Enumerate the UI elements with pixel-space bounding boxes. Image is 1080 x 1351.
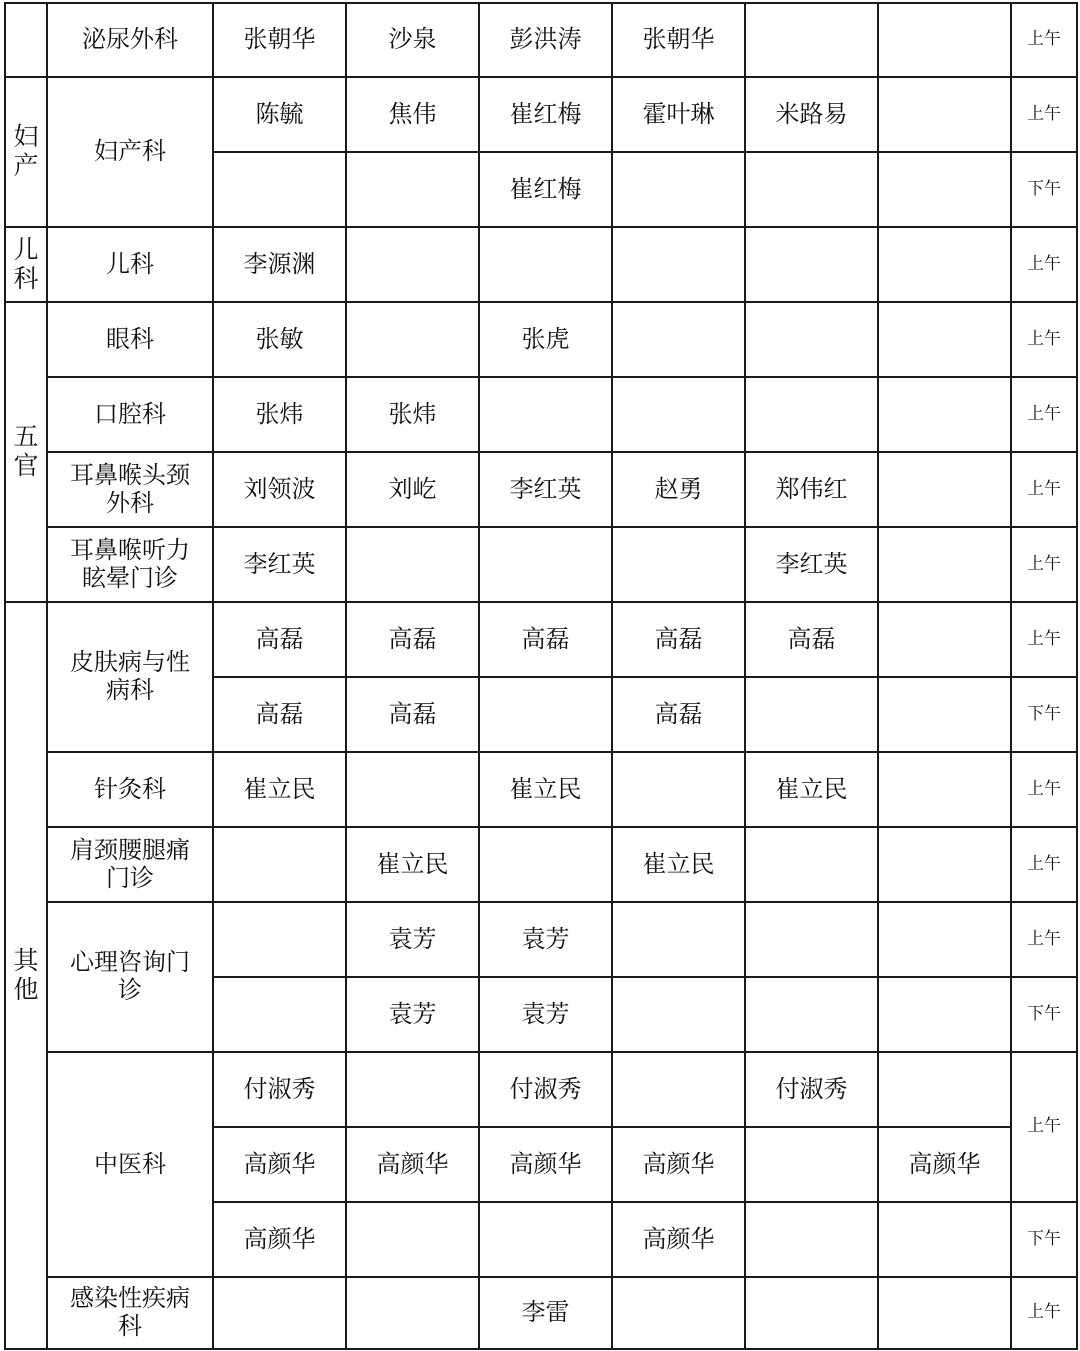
doctor-cell: 高磊 [346, 677, 479, 752]
doctor-cell [878, 527, 1011, 602]
doctor-cell: 张朝华 [213, 3, 346, 77]
doctor-cell [346, 152, 479, 227]
doctor-cell: 崔红梅 [479, 152, 612, 227]
group-cell-facial: 五 官 [5, 302, 47, 602]
shift-cell: 下午 [1011, 977, 1077, 1052]
doctor-cell [479, 827, 612, 902]
doctor-cell: 袁芳 [346, 977, 479, 1052]
doctor-cell: 张虎 [479, 302, 612, 377]
department-cell: 感染性疾病 科 [47, 1277, 213, 1349]
shift-cell: 上午 [1011, 527, 1077, 602]
table-row [5, 377, 1077, 452]
doctor-cell: 高颜华 [878, 1127, 1011, 1202]
shift-cell: 上午 [1011, 3, 1077, 77]
table-row [5, 902, 1077, 977]
shift-cell: 上午 [1011, 452, 1077, 527]
doctor-cell: 陈毓 [213, 77, 346, 152]
department-cell: 皮肤病与性 病科 [47, 602, 213, 752]
doctor-cell [612, 902, 745, 977]
doctor-cell [878, 752, 1011, 827]
outpatient-schedule-table [4, 2, 1078, 1350]
doctor-cell: 付淑秀 [213, 1052, 346, 1127]
table-row [5, 302, 1077, 377]
doctor-cell: 高颜华 [346, 1127, 479, 1202]
doctor-cell [479, 677, 612, 752]
doctor-cell [612, 752, 745, 827]
doctor-cell: 袁芳 [479, 902, 612, 977]
doctor-cell [346, 1202, 479, 1277]
doctor-cell [878, 77, 1011, 152]
doctor-cell [878, 1052, 1011, 1127]
doctor-cell: 霍叶琳 [612, 77, 745, 152]
doctor-cell [346, 527, 479, 602]
doctor-cell [213, 902, 346, 977]
doctor-cell [612, 302, 745, 377]
doctor-cell [213, 152, 346, 227]
department-cell: 肩颈腰腿痛 门诊 [47, 827, 213, 902]
doctor-cell: 崔立民 [612, 827, 745, 902]
table-row [5, 227, 1077, 302]
doctor-cell [612, 377, 745, 452]
doctor-cell: 袁芳 [479, 977, 612, 1052]
doctor-cell: 李源渊 [213, 227, 346, 302]
doctor-cell: 崔立民 [213, 752, 346, 827]
group-cell-pediatrics: 儿 科 [5, 227, 47, 302]
group-cell [5, 3, 47, 77]
table-row [5, 77, 1077, 152]
doctor-cell [745, 302, 878, 377]
doctor-cell: 高磊 [346, 602, 479, 677]
doctor-cell [745, 227, 878, 302]
doctor-cell: 李红英 [213, 527, 346, 602]
doctor-cell [878, 3, 1011, 77]
shift-cell: 上午 [1011, 302, 1077, 377]
doctor-cell: 张敏 [213, 302, 346, 377]
shift-cell: 上午 [1011, 827, 1077, 902]
doctor-cell: 崔红梅 [479, 77, 612, 152]
doctor-cell: 高颜华 [479, 1127, 612, 1202]
doctor-cell [346, 1052, 479, 1127]
shift-cell: 上午 [1011, 752, 1077, 827]
doctor-cell [745, 977, 878, 1052]
table-row [5, 752, 1077, 827]
doctor-cell [612, 527, 745, 602]
doctor-cell [612, 1052, 745, 1127]
doctor-cell [479, 227, 612, 302]
doctor-cell: 付淑秀 [745, 1052, 878, 1127]
table-row [5, 452, 1077, 527]
doctor-cell: 高颜华 [213, 1127, 346, 1202]
doctor-cell: 高磊 [612, 677, 745, 752]
doctor-cell [745, 152, 878, 227]
doctor-cell: 李红英 [479, 452, 612, 527]
shift-cell: 下午 [1011, 152, 1077, 227]
shift-cell: 上午 [1011, 1277, 1077, 1349]
group-cell-obgyn: 妇 产 [5, 77, 47, 227]
doctor-cell [878, 602, 1011, 677]
doctor-cell [612, 1277, 745, 1349]
department-cell: 口腔科 [47, 377, 213, 452]
doctor-cell: 崔立民 [479, 752, 612, 827]
doctor-cell: 高磊 [612, 602, 745, 677]
department-cell: 心理咨询门 诊 [47, 902, 213, 1052]
doctor-cell: 高颜华 [213, 1202, 346, 1277]
table-row [5, 3, 1077, 77]
doctor-cell: 高磊 [479, 602, 612, 677]
doctor-cell [745, 1277, 878, 1349]
doctor-cell [745, 827, 878, 902]
department-cell: 儿科 [47, 227, 213, 302]
doctor-cell [745, 3, 878, 77]
doctor-cell [346, 752, 479, 827]
shift-cell: 上午 [1011, 902, 1077, 977]
shift-cell: 上午 [1011, 77, 1077, 152]
group-cell-other: 其 他 [5, 602, 47, 1349]
doctor-cell: 刘屹 [346, 452, 479, 527]
doctor-cell [878, 152, 1011, 227]
department-cell: 耳鼻喉听力 眩晕门诊 [47, 527, 213, 602]
shift-cell: 下午 [1011, 1202, 1077, 1277]
doctor-cell [213, 1277, 346, 1349]
doctor-cell [479, 377, 612, 452]
doctor-cell [346, 227, 479, 302]
doctor-cell: 高颜华 [612, 1127, 745, 1202]
doctor-cell: 付淑秀 [479, 1052, 612, 1127]
department-cell: 眼科 [47, 302, 213, 377]
doctor-cell [878, 1202, 1011, 1277]
doctor-cell [745, 902, 878, 977]
doctor-cell [213, 827, 346, 902]
doctor-cell [745, 1127, 878, 1202]
doctor-cell [346, 302, 479, 377]
doctor-cell [878, 902, 1011, 977]
shift-cell: 上午 [1011, 227, 1077, 302]
doctor-cell [346, 1277, 479, 1349]
doctor-cell [213, 977, 346, 1052]
doctor-cell: 崔立民 [745, 752, 878, 827]
shift-cell: 上午 [1011, 602, 1077, 677]
doctor-cell: 高磊 [745, 602, 878, 677]
doctor-cell: 刘领波 [213, 452, 346, 527]
doctor-cell [878, 227, 1011, 302]
doctor-cell: 崔立民 [346, 827, 479, 902]
doctor-cell [878, 452, 1011, 527]
table-row [5, 1277, 1077, 1349]
department-cell: 耳鼻喉头颈 外科 [47, 452, 213, 527]
shift-cell: 上午 [1011, 377, 1077, 452]
doctor-cell: 张朝华 [612, 3, 745, 77]
doctor-cell [878, 977, 1011, 1052]
doctor-cell: 赵勇 [612, 452, 745, 527]
doctor-cell: 郑伟红 [745, 452, 878, 527]
doctor-cell: 焦伟 [346, 77, 479, 152]
doctor-cell: 高磊 [213, 602, 346, 677]
doctor-cell [612, 227, 745, 302]
doctor-cell [745, 1202, 878, 1277]
doctor-cell [479, 1202, 612, 1277]
doctor-cell [479, 527, 612, 602]
doctor-cell: 李红英 [745, 527, 878, 602]
doctor-cell: 高磊 [213, 677, 346, 752]
doctor-cell: 张炜 [346, 377, 479, 452]
table-row [5, 827, 1077, 902]
department-cell: 泌尿外科 [47, 3, 213, 77]
department-cell: 妇产科 [47, 77, 213, 227]
table-row [5, 527, 1077, 602]
table-row [5, 1052, 1077, 1127]
doctor-cell [745, 677, 878, 752]
doctor-cell [878, 377, 1011, 452]
doctor-cell [878, 302, 1011, 377]
department-cell: 针灸科 [47, 752, 213, 827]
doctor-cell [878, 827, 1011, 902]
table-row [5, 602, 1077, 677]
doctor-cell [878, 1277, 1011, 1349]
doctor-cell [878, 677, 1011, 752]
doctor-cell [745, 377, 878, 452]
doctor-cell: 李雷 [479, 1277, 612, 1349]
doctor-cell: 张炜 [213, 377, 346, 452]
department-cell: 中医科 [47, 1052, 213, 1277]
doctor-cell [612, 977, 745, 1052]
doctor-cell: 米路易 [745, 77, 878, 152]
shift-cell: 下午 [1011, 677, 1077, 752]
doctor-cell [612, 152, 745, 227]
shift-cell: 上午 [1011, 1052, 1077, 1202]
doctor-cell: 彭洪涛 [479, 3, 612, 77]
doctor-cell: 袁芳 [346, 902, 479, 977]
doctor-cell: 高颜华 [612, 1202, 745, 1277]
doctor-cell: 沙泉 [346, 3, 479, 77]
